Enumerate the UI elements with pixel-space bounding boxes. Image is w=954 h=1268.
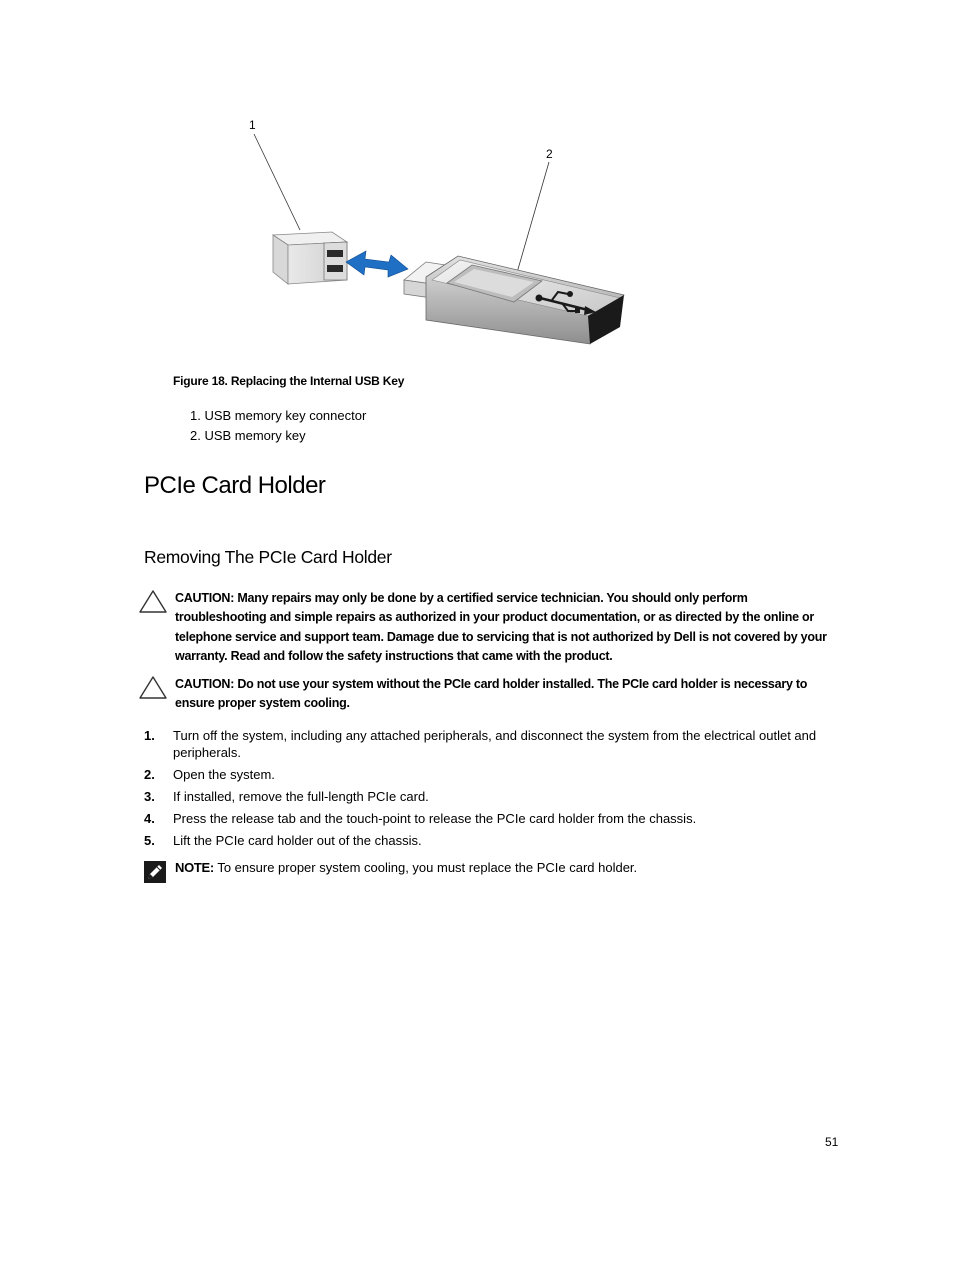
legend-item: 1. USB memory key connector <box>190 408 367 423</box>
step-text: Lift the PCIe card holder out of the chassis. <box>173 833 422 848</box>
step-text: Turn off the system, including any attached peripherals, and disconnect the system from the electrical outlet and peripherals. <box>173 728 817 760</box>
step-text: Press the release tab and the touch-point to release the PCIe card holder from the chassis. <box>173 811 697 826</box>
list-item <box>144 810 834 827</box>
step-number: 4. <box>144 811 155 826</box>
caution-text: CAUTION: Do not use your system without the PCIe card holder installed. The PCIe card holder is necessary to ensure proper system cooling. <box>175 677 808 711</box>
note-label: NOTE: <box>175 860 214 875</box>
figure-caption: Figure 18. Replacing the Internal USB Key <box>173 374 405 388</box>
page-title: PCIe Card Holder <box>144 472 326 499</box>
note-text <box>175 860 825 875</box>
note-body: To ensure proper system cooling, you must replace the PCIe card holder. <box>213 860 638 875</box>
section-title: Removing The PCIe Card Holder <box>144 547 392 567</box>
note-pencil-icon <box>144 861 166 883</box>
figure-legend <box>190 406 366 446</box>
caution-text: CAUTION: Many repairs may only be done by a certified service technician. You should only perform troubleshooting and simple repairs as authorized in your product documentation, or as directed by the online or telephone service and support team. Damage due to servicing that is not authorized by Dell is not covered by your warranty. Read and follow the safety instructions that came with the product. <box>175 591 827 663</box>
list-item <box>144 766 834 783</box>
procedure-steps <box>144 727 834 849</box>
callout-1: 1 <box>249 118 256 132</box>
step-text: If installed, remove the full-length PCIe card. <box>173 789 429 804</box>
leader-line-1 <box>254 134 300 230</box>
step-text: Open the system. <box>173 767 275 782</box>
list-item <box>144 832 834 849</box>
legend-item: 2. USB memory key <box>190 428 306 443</box>
step-number: 2. <box>144 767 155 782</box>
insert-arrow <box>346 251 408 277</box>
list-item <box>144 727 834 761</box>
callout-2: 2 <box>546 147 553 161</box>
page-number: 51 <box>825 1135 839 1149</box>
usb-key-illustration <box>240 112 640 362</box>
caution-icon <box>138 675 170 701</box>
usb-connector <box>273 232 347 284</box>
step-number: 5. <box>144 833 155 848</box>
step-number: 3. <box>144 789 155 804</box>
usb-memory-key <box>404 256 624 344</box>
caution-icon <box>138 589 170 615</box>
usb-key-figure <box>240 112 640 362</box>
list-item <box>144 788 834 805</box>
step-number: 1. <box>144 728 155 743</box>
